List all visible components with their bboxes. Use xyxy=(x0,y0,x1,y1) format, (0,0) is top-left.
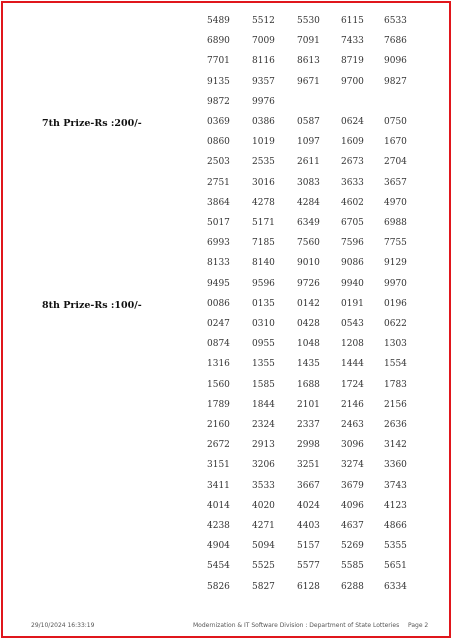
number-row xyxy=(0,56,452,70)
ticket-number: 2704 xyxy=(384,157,407,168)
number-row xyxy=(0,420,452,434)
ticket-number: 7185 xyxy=(252,238,275,249)
ticket-number: 8140 xyxy=(252,258,275,269)
ticket-number: 0750 xyxy=(384,117,407,127)
ticket-number: 3667 xyxy=(297,480,320,491)
number-row xyxy=(0,238,452,252)
ticket-number: 4637 xyxy=(341,521,364,531)
ticket-number: 0247 xyxy=(207,319,230,329)
ticket-number: 0428 xyxy=(297,319,320,329)
ticket-number: 2146 xyxy=(341,399,364,410)
number-row xyxy=(0,440,452,454)
ticket-number: 1019 xyxy=(252,137,275,148)
ticket-number: 1789 xyxy=(207,399,230,410)
ticket-number: 1316 xyxy=(207,359,230,370)
number-row xyxy=(0,178,452,192)
ticket-number: 9135 xyxy=(207,76,230,87)
ticket-number: 1435 xyxy=(297,359,320,370)
ticket-number: 9827 xyxy=(384,76,407,87)
ticket-number: 0191 xyxy=(341,298,364,309)
ticket-number: 3633 xyxy=(341,177,364,188)
ticket-number: 3657 xyxy=(384,177,407,188)
ticket-number: 9086 xyxy=(341,258,364,269)
ticket-number: 2913 xyxy=(252,440,275,451)
ticket-number: 5525 xyxy=(252,561,275,572)
ticket-number: 1844 xyxy=(252,399,275,410)
ticket-number: 6993 xyxy=(207,238,230,249)
ticket-number: 1444 xyxy=(341,359,364,370)
number-row xyxy=(0,36,452,50)
ticket-number: 9596 xyxy=(252,278,275,289)
number-row xyxy=(0,582,452,596)
ticket-number: 1670 xyxy=(384,137,407,148)
ticket-number: 0587 xyxy=(297,117,320,127)
number-row xyxy=(0,77,452,91)
ticket-number: 0086 xyxy=(207,298,230,309)
number-row xyxy=(0,460,452,474)
ticket-number: 3151 xyxy=(207,460,230,471)
ticket-number: 5269 xyxy=(341,541,364,552)
ticket-number: 3016 xyxy=(252,177,275,188)
ticket-number: 9940 xyxy=(341,278,364,289)
ticket-number: 7701 xyxy=(207,56,230,67)
ticket-number: 6128 xyxy=(297,581,320,592)
ticket-number: 0624 xyxy=(341,117,364,127)
ticket-number: 2503 xyxy=(207,157,230,168)
number-row xyxy=(0,218,452,232)
ticket-number: 0860 xyxy=(207,137,230,148)
ticket-number: 2463 xyxy=(341,420,364,430)
ticket-number: 9872 xyxy=(207,96,230,107)
footer-page-number: Page 2 xyxy=(408,622,429,629)
number-row xyxy=(0,258,452,272)
number-row xyxy=(0,198,452,212)
ticket-number: 7596 xyxy=(341,238,364,249)
ticket-number: 3743 xyxy=(384,480,407,491)
ticket-number: 6533 xyxy=(384,16,407,26)
ticket-number: 4024 xyxy=(297,500,320,511)
ticket-number: 1303 xyxy=(384,339,407,350)
ticket-number: 1208 xyxy=(341,339,364,350)
ticket-number: 1048 xyxy=(297,339,320,350)
ticket-number: 9357 xyxy=(252,76,275,87)
ticket-number: 0196 xyxy=(384,298,407,309)
ticket-number: 0622 xyxy=(384,319,407,329)
ticket-number: 5577 xyxy=(297,561,320,572)
ticket-number: 0142 xyxy=(297,298,320,309)
number-row xyxy=(0,16,452,30)
ticket-number: 2611 xyxy=(297,157,320,168)
ticket-number: 3360 xyxy=(384,460,407,471)
ticket-number: 6115 xyxy=(341,16,364,26)
ticket-number: 5651 xyxy=(384,561,407,572)
ticket-number: 8116 xyxy=(252,56,275,67)
ticket-number: 7686 xyxy=(384,36,407,47)
number-row xyxy=(0,137,452,151)
ticket-number: 2672 xyxy=(207,440,230,451)
ticket-number: 8133 xyxy=(207,258,230,269)
number-row xyxy=(0,299,452,313)
ticket-number: 0543 xyxy=(341,319,364,329)
ticket-number: 5827 xyxy=(252,581,275,592)
number-row xyxy=(0,521,452,535)
number-row xyxy=(0,319,452,333)
ticket-number: 2337 xyxy=(297,420,320,430)
prize-heading: 8th Prize-Rs :100/- xyxy=(42,299,142,311)
ticket-number: 4123 xyxy=(384,500,407,511)
ticket-number: 1560 xyxy=(207,379,230,390)
ticket-number: 3251 xyxy=(297,460,320,471)
ticket-number: 9671 xyxy=(297,76,320,87)
number-row xyxy=(0,380,452,394)
ticket-number: 5157 xyxy=(297,541,320,552)
number-row xyxy=(0,157,452,171)
ticket-number: 6288 xyxy=(341,581,364,592)
ticket-number: 3864 xyxy=(207,197,230,208)
ticket-number: 5355 xyxy=(384,541,407,552)
ticket-number: 5585 xyxy=(341,561,364,572)
ticket-number: 4403 xyxy=(297,521,320,531)
ticket-number: 9010 xyxy=(297,258,320,269)
ticket-number: 3083 xyxy=(297,177,320,188)
ticket-number: 5171 xyxy=(252,218,275,228)
ticket-number: 5017 xyxy=(207,218,230,228)
number-row xyxy=(0,279,452,293)
ticket-number: 0386 xyxy=(252,117,275,127)
ticket-number: 3096 xyxy=(341,440,364,451)
number-row xyxy=(0,359,452,373)
ticket-number: 4284 xyxy=(297,197,320,208)
ticket-number: 0310 xyxy=(252,319,275,329)
ticket-number: 4014 xyxy=(207,500,230,511)
ticket-number: 1783 xyxy=(384,379,407,390)
number-row xyxy=(0,400,452,414)
ticket-number: 1609 xyxy=(341,137,364,148)
ticket-number: 4238 xyxy=(207,521,230,531)
ticket-number: 4866 xyxy=(384,521,407,531)
ticket-number: 2636 xyxy=(384,420,407,430)
number-row xyxy=(0,541,452,555)
ticket-number: 9970 xyxy=(384,278,407,289)
ticket-number: 8719 xyxy=(341,56,364,67)
ticket-number: 4602 xyxy=(341,197,364,208)
ticket-number: 7091 xyxy=(297,36,320,47)
ticket-number: 3142 xyxy=(384,440,407,451)
ticket-number: 9700 xyxy=(341,76,364,87)
ticket-number: 1724 xyxy=(341,379,364,390)
number-row xyxy=(0,481,452,495)
ticket-number: 1097 xyxy=(297,137,320,148)
ticket-number: 3206 xyxy=(252,460,275,471)
number-row xyxy=(0,561,452,575)
ticket-number: 5094 xyxy=(252,541,275,552)
ticket-number: 0369 xyxy=(207,117,230,127)
ticket-number: 0955 xyxy=(252,339,275,350)
ticket-number: 7433 xyxy=(341,36,364,47)
ticket-number: 4278 xyxy=(252,197,275,208)
ticket-number: 4970 xyxy=(384,197,407,208)
ticket-number: 7755 xyxy=(384,238,407,249)
ticket-number: 2160 xyxy=(207,420,230,430)
ticket-number: 6705 xyxy=(341,218,364,228)
ticket-number: 1355 xyxy=(252,359,275,370)
ticket-number: 6349 xyxy=(297,218,320,228)
ticket-number: 5826 xyxy=(207,581,230,592)
ticket-number: 3533 xyxy=(252,480,275,491)
ticket-number: 9495 xyxy=(207,278,230,289)
number-row xyxy=(0,117,452,131)
ticket-number: 3411 xyxy=(207,480,230,491)
ticket-number: 6988 xyxy=(384,218,407,228)
ticket-number: 4096 xyxy=(341,500,364,511)
ticket-number: 3274 xyxy=(341,460,364,471)
ticket-number: 9096 xyxy=(384,56,407,67)
ticket-number: 9976 xyxy=(252,96,275,107)
ticket-number: 7560 xyxy=(297,238,320,249)
ticket-number: 2751 xyxy=(207,177,230,188)
ticket-number: 3679 xyxy=(341,480,364,491)
footer-timestamp: 29/10/2024 16:33:19 xyxy=(31,622,95,629)
ticket-number: 5489 xyxy=(207,16,230,26)
ticket-number: 6890 xyxy=(207,36,230,47)
ticket-number: 4904 xyxy=(207,541,230,552)
ticket-number: 2998 xyxy=(297,440,320,451)
ticket-number: 0135 xyxy=(252,298,275,309)
ticket-number: 5512 xyxy=(252,16,275,26)
ticket-number: 2535 xyxy=(252,157,275,168)
ticket-number: 2324 xyxy=(252,420,275,430)
ticket-number: 1688 xyxy=(297,379,320,390)
prize-heading: 7th Prize-Rs :200/- xyxy=(42,118,142,129)
ticket-number: 5454 xyxy=(207,561,230,572)
ticket-number: 1554 xyxy=(384,359,407,370)
number-row xyxy=(0,97,452,111)
footer-division: Modernization & IT Software Division : Department of State Lotteries xyxy=(193,622,400,629)
ticket-number: 7009 xyxy=(252,36,275,47)
ticket-number: 6334 xyxy=(384,581,407,592)
ticket-number: 4271 xyxy=(252,521,275,531)
ticket-number: 5530 xyxy=(297,16,320,26)
ticket-number: 9129 xyxy=(384,258,407,269)
ticket-number: 4020 xyxy=(252,500,275,511)
number-row xyxy=(0,339,452,353)
ticket-number: 2101 xyxy=(297,399,320,410)
ticket-number: 2156 xyxy=(384,399,407,410)
number-row xyxy=(0,501,452,515)
ticket-number: 8613 xyxy=(297,56,320,67)
ticket-number: 1585 xyxy=(252,379,275,390)
ticket-number: 9726 xyxy=(297,278,320,289)
ticket-number: 0874 xyxy=(207,339,230,350)
ticket-number: 2673 xyxy=(341,157,364,168)
